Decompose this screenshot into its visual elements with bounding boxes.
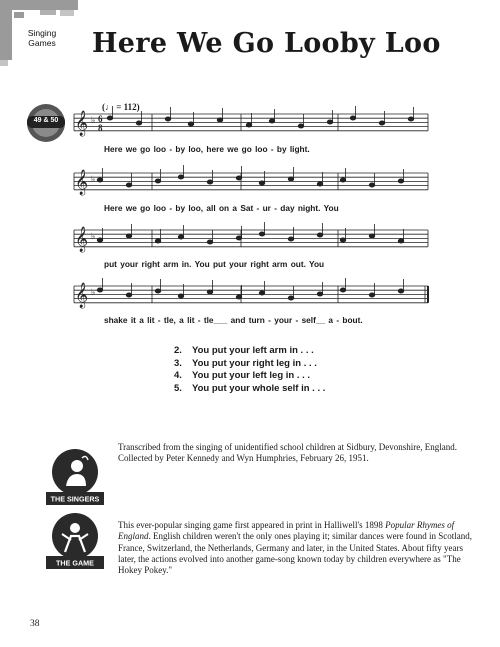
page-number: 38: [30, 619, 40, 629]
lyric-line-2: Here we go loo - by loo, all on a Sat - ur - day night. You: [104, 203, 339, 213]
verse-item: 3. You put your right leg in . . .: [174, 357, 317, 369]
section-tag-line1: Singing: [27, 28, 57, 38]
game-note: This ever-popular singing game first appeared in print in Halliwell's 1898 Popular Rhymes of England. English children weren't the only ones playing it; similar dances were found in Scotland, France, Switzerland, the Netherlands, Germany and later, in the United States. About fifty years later, the actions evolved into another game-song known today by children everywhere as "The Hokey Pokey.": [118, 520, 473, 576]
game-badge-label: THE GAME: [56, 558, 94, 568]
singers-badge-label: THE SINGERS: [50, 494, 100, 504]
verse-item: 4. You put your left leg in . . .: [174, 370, 311, 382]
game-badge-icon: [44, 512, 106, 574]
verse-item: 2. You put your left arm in . . .: [174, 345, 314, 356]
page-title: Here We Go Looby Loo: [92, 28, 441, 59]
lyric-line-3: put your right arm in. You put your right arm out. You: [104, 259, 325, 269]
lyric-line-1: Here we go loo - by loo, here we go loo - by light.: [104, 144, 310, 154]
treble-clef-icon: 𝄞: [75, 227, 89, 252]
key-flat-icon: ♭: [91, 175, 96, 185]
svg-text:8: 8: [98, 123, 103, 133]
key-flat-icon: ♭: [91, 288, 96, 298]
verse-item: 5. You put your whole self in . . .: [174, 382, 326, 394]
treble-clef-icon: 𝄞: [75, 170, 89, 195]
singers-badge-icon: [44, 448, 106, 510]
treble-clef-icon: 𝄞: [75, 111, 89, 136]
key-flat-icon: ♭: [91, 116, 96, 126]
lyric-line-4: shake it a lit - tle, a lit - tle___ and turn - your - self__ a - bout.: [104, 315, 363, 325]
treble-clef-icon: 𝄞: [75, 283, 89, 308]
section-tag-line2: Games: [28, 38, 56, 48]
tempo-marking: (♩ = 112): [102, 102, 140, 112]
key-flat-icon: ♭: [91, 232, 96, 242]
verse-list: [174, 345, 325, 395]
svg-text:6: 6: [98, 114, 103, 124]
cd-track-label: 49 & 50: [33, 117, 59, 124]
singers-note: Transcribed from the singing of unidentified school children at Sidbury, Devonshire, England. Collected by Peter Kennedy and Wyn Humphries, February 26, 1951.: [118, 442, 458, 464]
